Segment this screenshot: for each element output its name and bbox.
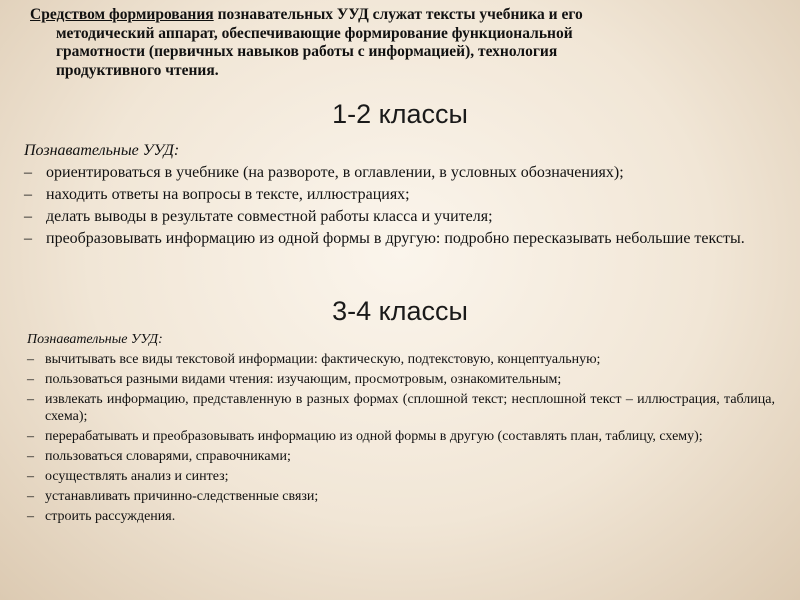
list-dash: – [24,164,32,181]
list-item [24,163,752,182]
list-dash: – [24,208,32,225]
list-item [27,371,775,388]
list-item-text: ориентироваться в учебнике (на развороте, в оглавлении, в условных обозначениях); [46,164,624,181]
list-item [27,351,775,368]
list-dash: – [27,392,34,407]
list-dash: – [24,230,32,247]
list-item-text: пользоваться словарями, справочниками; [45,449,291,464]
intro-line-1-rest: познавательных УУД служат тексты учебника и его [213,6,583,23]
intro-line-2: методический аппарат, обеспечивающие формирование функциональной [56,24,573,42]
list-dash: – [27,469,34,484]
intro-paragraph [30,6,770,80]
heading-grades-3-4: 3-4 классы [332,296,468,326]
list-item [27,391,775,425]
intro-term: Средством формирования [30,6,214,23]
list-grades-1-2 [24,163,752,251]
list-item [24,185,752,204]
list-item [27,428,775,445]
list-item [24,229,752,248]
list-item-text: преобразовывать информацию из одной формы в другую: подробно пересказывать небольшие тексты. [46,230,745,247]
list-item-text: находить ответы на вопросы в тексте, иллюстрациях; [46,186,410,203]
heading-grades-1-2: 1-2 классы [332,99,468,129]
list-dash: – [27,509,34,524]
list-item [27,468,775,485]
list-dash: – [27,449,34,464]
cognitive-uud-label-3-4: Познавательные УУД: [27,332,163,347]
list-item-text: вычитывать все виды текстовой информации: фактическую, подтекстовую, концептуальную; [45,352,601,367]
cognitive-uud-label-1-2: Познавательные УУД: [24,142,180,159]
list-item-text: извлекать информацию, представленную в разных формах (сплошной текст; несплошной текст – иллюстрация, таблица, схема); [45,392,775,424]
list-dash: – [24,186,32,203]
list-dash: – [27,489,34,504]
list-dash: – [27,372,34,387]
list-item-text: пользоваться разными видами чтения: изучающим, просмотровым, ознакомительным; [45,372,562,387]
intro-line-4: продуктивного чтения. [56,61,219,79]
list-item [27,508,775,525]
list-item-text: устанавливать причинно-следственные связи; [45,489,319,504]
list-dash: – [27,429,34,444]
intro-line-1 [30,6,770,25]
list-item-text: строить рассуждения. [45,509,176,524]
list-item-text: делать выводы в результате совместной работы класса и учителя; [46,208,493,225]
intro-line-3: грамотности (первичных навыков работы с информацией), технология [56,43,558,60]
list-item-text: осуществлять анализ и синтез; [45,469,229,484]
list-item-text: перерабатывать и преобразовывать информацию из одной формы в другую (составлять план, таблицу, схему); [45,429,703,444]
list-grades-3-4 [27,351,775,528]
list-item [24,207,752,226]
list-item [27,448,775,465]
list-dash: – [27,352,34,367]
list-item [27,488,775,505]
